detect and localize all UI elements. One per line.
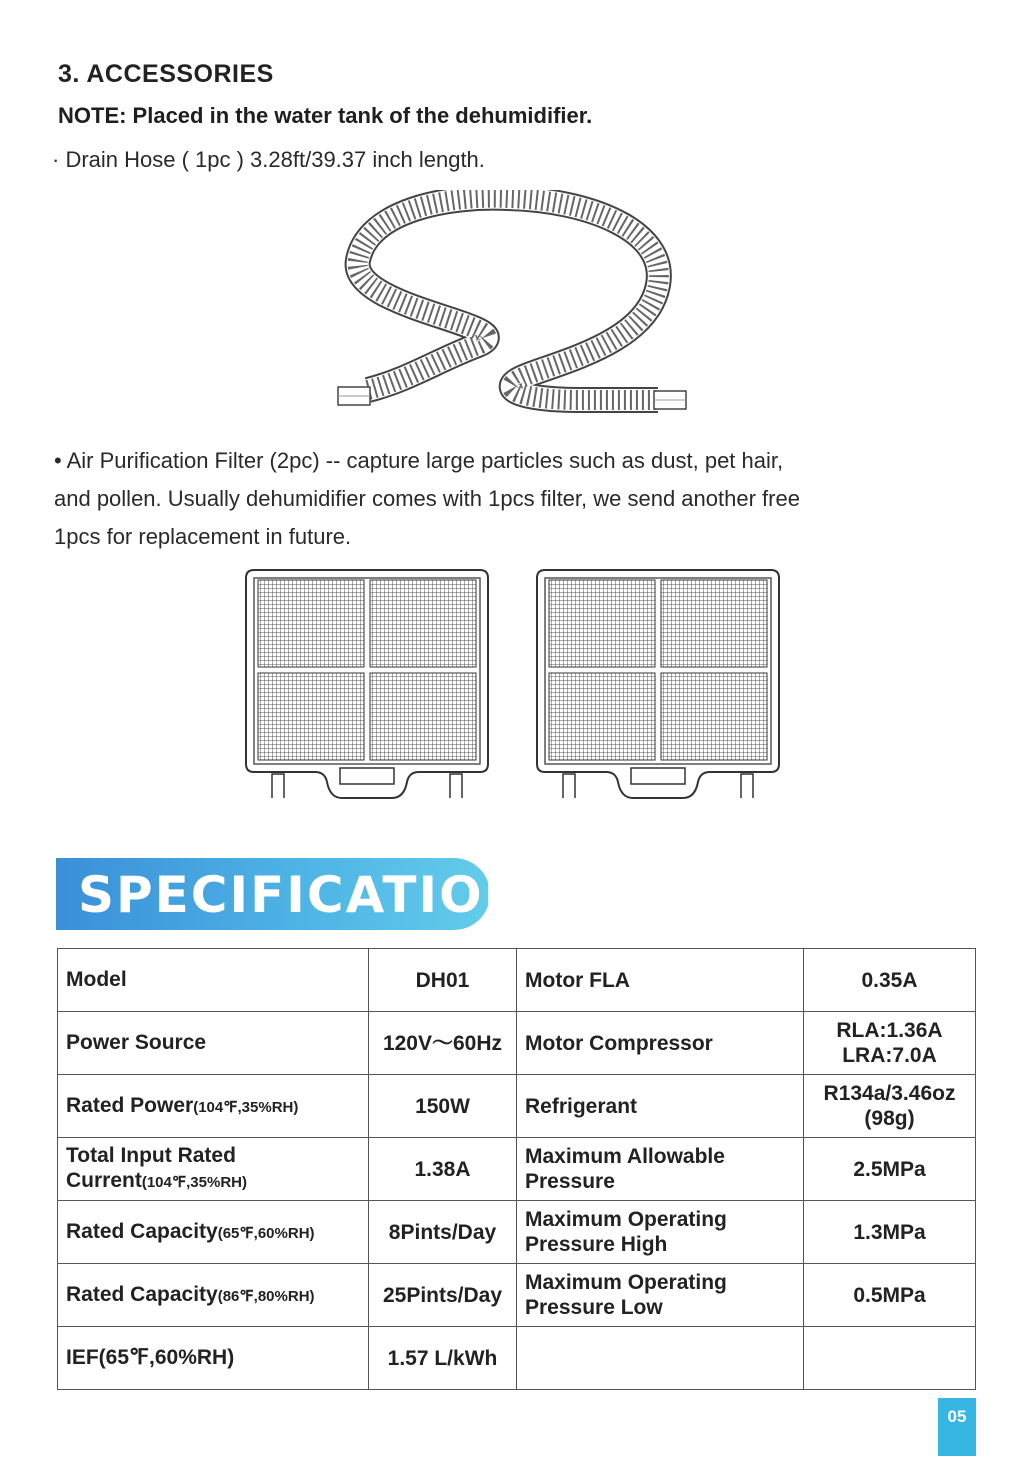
table-row [58,1138,976,1201]
specification-banner [56,858,528,930]
spec-value: 8Pints/Day [369,1201,517,1264]
filter-line: and pollen. Usually dehumidifier comes with 1pcs filter, we send another free [54,486,800,511]
spec-value: 1.3MPa [804,1201,976,1264]
spec-label: Rated Power(104℉,35%RH) [58,1075,369,1138]
table-row [58,949,976,1012]
specification-table [57,948,976,1390]
filter-line: • Air Purification Filter (2pc) -- capture large particles such as dust, pet hair, [54,448,784,473]
table-row [58,1327,976,1390]
filter-description [54,442,954,556]
spec-label: Model [58,949,369,1012]
spec-label: Refrigerant [517,1075,804,1138]
spec-value: 25Pints/Day [369,1264,517,1327]
specification-title: SPECIFICATION [78,866,528,924]
spec-label: Rated Capacity(65℉,60%RH) [58,1201,369,1264]
spec-label: Total Input Rated Current(104℉,35%RH) [58,1138,369,1201]
air-filter-illustration [535,568,781,802]
filter-line: 1pcs for replacement in future. [54,524,352,549]
table-row [58,1201,976,1264]
accessories-note: NOTE: Placed in the water tank of the dehumidifier. [58,103,593,128]
spec-value: R134a/3.46oz (98g) [804,1075,976,1138]
spec-value: DH01 [369,949,517,1012]
table-row [58,1012,976,1075]
page-number: 05 [938,1398,976,1456]
drain-hose-illustration [328,190,692,424]
spec-value: 1.38A [369,1138,517,1201]
spec-label: Maximum Operating Pressure Low [517,1264,804,1327]
spec-value [804,1327,976,1390]
spec-label: Motor FLA [517,949,804,1012]
spec-label: Maximum Allowable Pressure [517,1138,804,1201]
spec-value: 0.5MPa [804,1264,976,1327]
table-row [58,1264,976,1327]
section-title: 3. ACCESSORIES [58,60,274,88]
drain-hose-text: · Drain Hose ( 1pc ) 3.28ft/39.37 inch length. [52,147,485,172]
spec-value: 150W [369,1075,517,1138]
air-filter-illustration [244,568,490,802]
spec-value: 2.5MPa [804,1138,976,1201]
spec-label: IEF(65℉,60%RH) [58,1327,369,1390]
spec-value: RLA:1.36A LRA:7.0A [804,1012,976,1075]
spec-value: 1.57 L/kWh [369,1327,517,1390]
spec-label: Motor Compressor [517,1012,804,1075]
spec-label: Maximum Operating Pressure High [517,1201,804,1264]
spec-value: 0.35A [804,949,976,1012]
spec-label [517,1327,804,1390]
table-row [58,1075,976,1138]
spec-value: 120V～60Hz [369,1012,517,1075]
spec-label: Rated Capacity(86℉,80%RH) [58,1264,369,1327]
spec-label: Power Source [58,1012,369,1075]
